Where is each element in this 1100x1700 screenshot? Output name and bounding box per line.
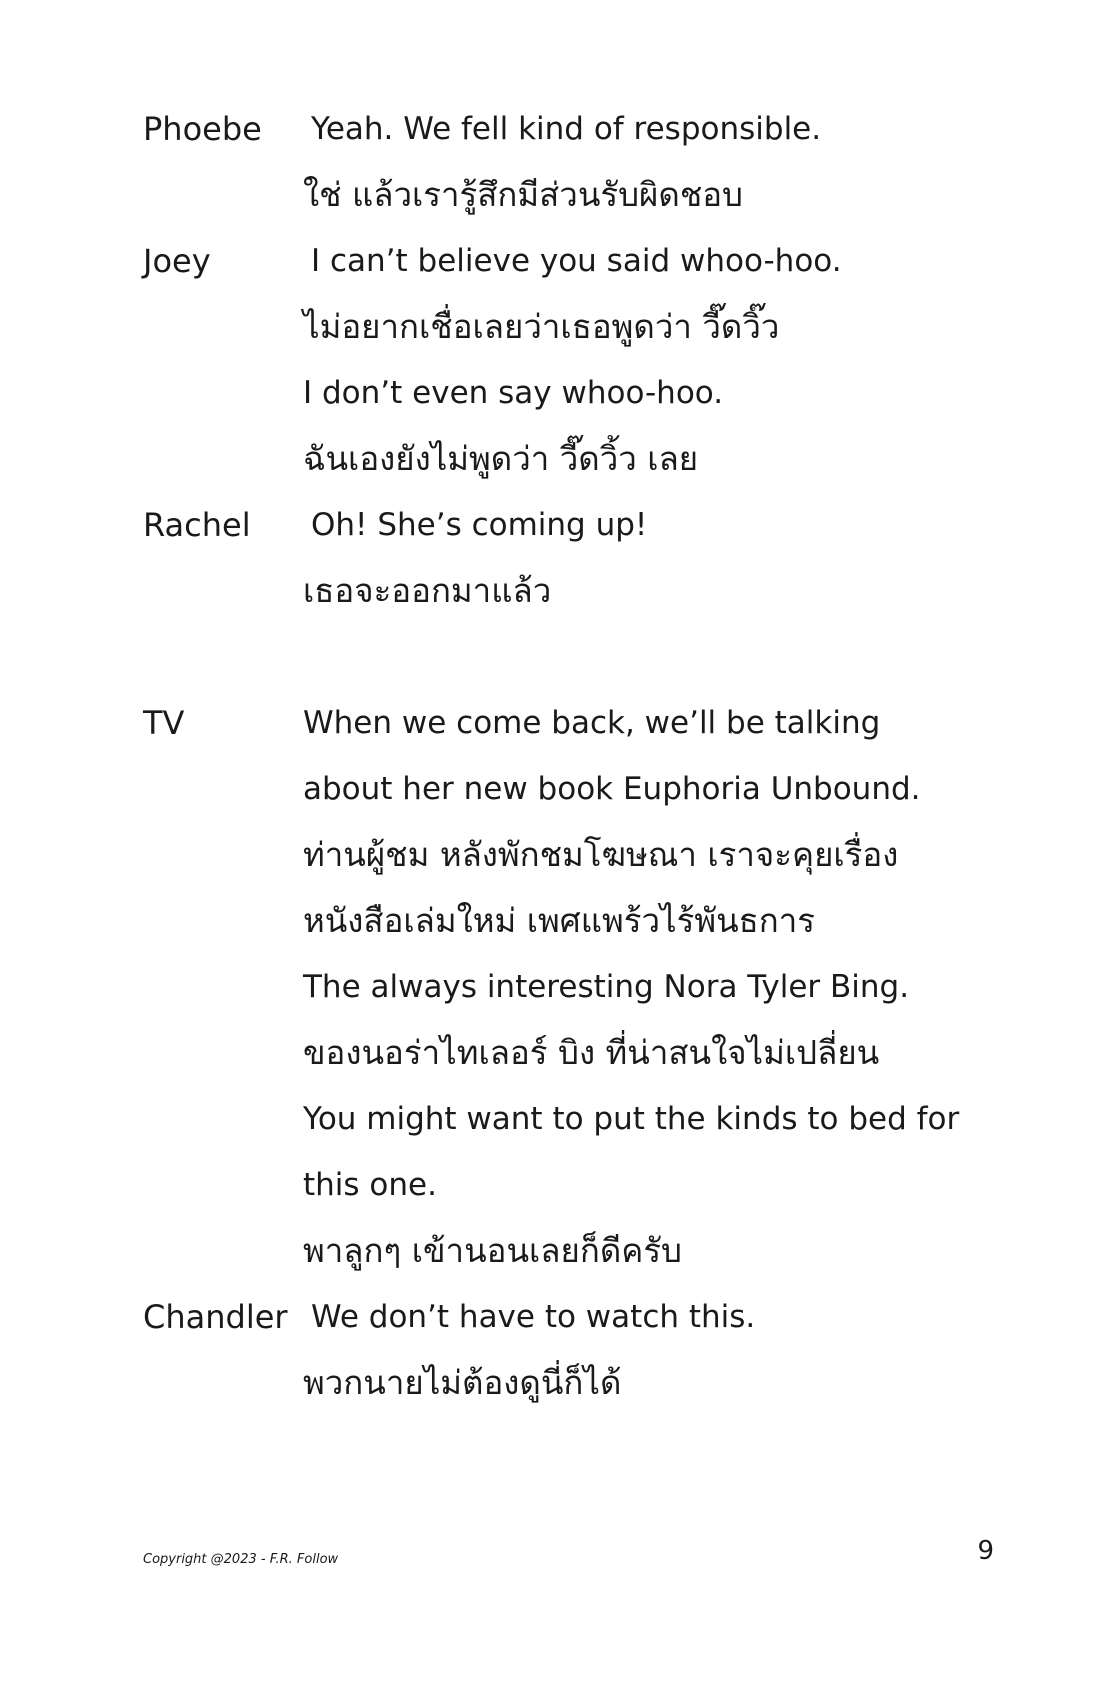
section-spacer	[143, 624, 1023, 690]
dialogue-lines	[303, 1284, 1023, 1416]
english-line: I can’t believe you said whoo-hoo.	[311, 243, 842, 279]
thai-line: หนังสือเล่มใหม่ เพศแพร้วไร้พันธการ	[303, 901, 816, 940]
thai-line: ฉันเองยังไม่พูดว่า วี๊ดวิ้ว เลย	[303, 439, 699, 478]
english-line: this one.	[303, 1167, 437, 1203]
english-line: Yeah. We fell kind of responsible.	[311, 111, 822, 147]
thai-line: ใช่ แล้วเรารู้สึกมีส่วนรับผิดชอบ	[303, 175, 743, 214]
english-line: The always interesting Nora Tyler Bing.	[303, 969, 910, 1005]
speaker-name: TV	[143, 704, 185, 742]
dialogue-entry-phoebe	[143, 96, 1023, 228]
page-number: 9	[977, 1536, 994, 1566]
thai-line: ของนอร่าไทเลอร์ บิง ที่น่าสนใจไม่เปลี่ยน	[303, 1033, 880, 1072]
copyright-notice: Copyright @2023 - F.R. Follow	[143, 1552, 339, 1567]
thai-line: ไม่อยากเชื่อเลยว่าเธอพูดว่า วี๊ดวิ๊ว	[303, 307, 780, 346]
english-line: We don’t have to watch this.	[311, 1299, 756, 1335]
speaker-name: Joey	[143, 242, 211, 280]
dialogue-entry-chandler	[143, 1284, 1023, 1416]
dialogue-lines	[303, 690, 1023, 1284]
speaker-name: Chandler	[143, 1298, 288, 1336]
dialogue-lines	[303, 492, 1023, 624]
english-line: You might want to put the kinds to bed for	[303, 1101, 960, 1137]
speaker-name: Rachel	[143, 506, 251, 544]
dialogue-entry-tv	[143, 690, 1023, 1284]
dialogue-entry-joey	[143, 228, 1023, 492]
dialogue-lines	[303, 228, 1023, 492]
thai-line: พวกนายไม่ต้องดูนี่ก็ได้	[303, 1363, 622, 1402]
english-line: Oh! She’s coming up!	[311, 507, 648, 543]
english-line: about her new book Euphoria Unbound.	[303, 771, 921, 807]
dialogue-lines	[303, 96, 1023, 228]
dialogue-entry-rachel	[143, 492, 1023, 624]
thai-line: พาลูกๆ เข้านอนเลยก็ดีครับ	[303, 1231, 683, 1270]
dialogue-script	[143, 96, 1023, 1416]
english-line: I don’t even say whoo-hoo.	[303, 375, 724, 411]
thai-line: เธอจะออกมาแล้ว	[303, 571, 552, 610]
speaker-name: Phoebe	[143, 110, 262, 148]
english-line: When we come back, we’ll be talking	[303, 705, 881, 741]
thai-line: ท่านผู้ชม หลังพักชมโฆษณา เราจะคุยเรื่อง	[303, 835, 899, 874]
